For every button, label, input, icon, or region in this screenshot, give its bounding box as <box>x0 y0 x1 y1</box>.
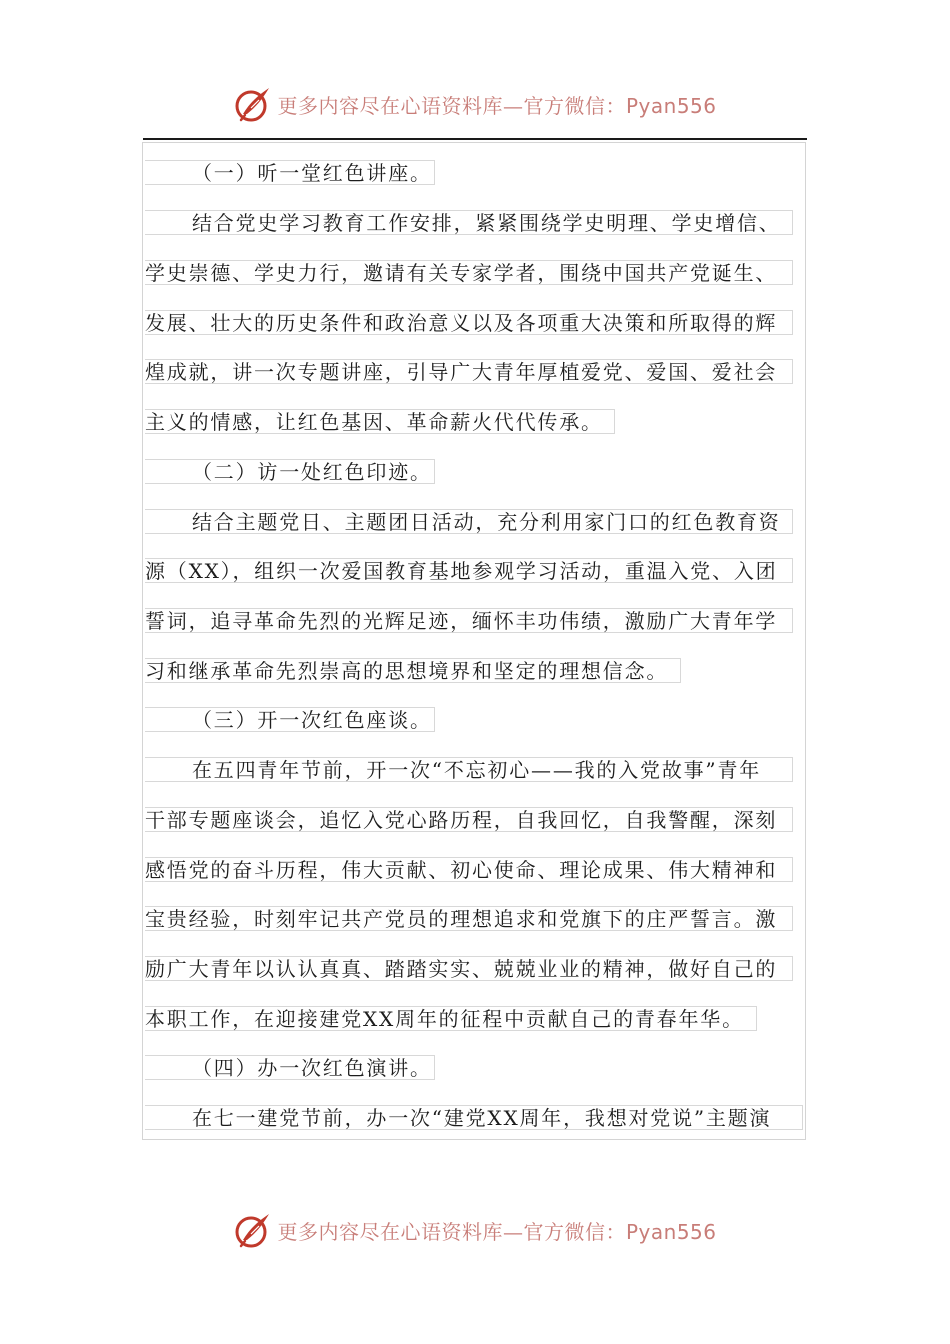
header-banner-text <box>277 90 716 119</box>
header-rule <box>143 138 807 140</box>
footer-banner-label: 更多内容尽在心语资料库—官方微信： <box>277 1219 626 1244</box>
section-heading-1: （一）听一堂红色讲座。 <box>145 160 435 185</box>
text-line: 干部专题座谈会，追忆入党心路历程，自我回忆，自我警醒，深刻 <box>145 807 793 832</box>
text-line: 感悟党的奋斗历程，伟大贡献、初心使命、理论成果、伟大精神和 <box>145 857 793 882</box>
text-line: 发展、壮大的历史条件和政治意义以及各项重大决策和所取得的辉 <box>145 310 793 335</box>
document-frame <box>142 142 806 1140</box>
text-line: 励广大青年以认认真真、踏踏实实、兢兢业业的精神，做好自己的 <box>145 956 793 981</box>
footer-wechat-id: Pyan556 <box>625 1219 717 1244</box>
section-heading-4: （四）办一次红色演讲。 <box>145 1055 435 1080</box>
text-line: 煌成就，讲一次专题讲座，引导广大青年厚植爱党、爱国、爱社会 <box>145 359 793 384</box>
text-line: 习和继承革命先烈崇高的思想境界和坚定的理想信念。 <box>145 658 681 683</box>
header-wechat-id: Pyan556 <box>625 93 717 118</box>
quill-logo-icon <box>233 84 273 124</box>
header-banner-label: 更多内容尽在心语资料库—官方微信： <box>277 93 626 118</box>
quill-logo-icon <box>233 1210 273 1250</box>
text-line: 结合主题党日、主题团日活动，充分利用家门口的红色教育资 <box>145 509 793 534</box>
section-heading-2: （二）访一处红色印迹。 <box>145 459 435 484</box>
text-line: 源（XX），组织一次爱国教育基地参观学习活动，重温入党、入团 <box>145 558 793 583</box>
text-line: 在七一建党节前，办一次“建党XX周年，我想对党说”主题演 <box>145 1105 803 1130</box>
footer-banner <box>0 1208 950 1252</box>
text-line: 在五四青年节前，开一次“不忘初心——我的入党故事”青年 <box>145 757 793 782</box>
text-line: 宝贵经验，时刻牢记共产党员的理想追求和党旗下的庄严誓言。激 <box>145 906 793 931</box>
section-heading-3: （三）开一次红色座谈。 <box>145 707 435 732</box>
text-line: 结合党史学习教育工作安排，紧紧围绕学史明理、学史增信、 <box>145 210 793 235</box>
text-line: 学史崇德、学史力行，邀请有关专家学者，围绕中国共产党诞生、 <box>145 260 793 285</box>
text-line: 主义的情感，让红色基因、革命薪火代代传承。 <box>145 409 615 434</box>
text-line: 誓词，追寻革命先烈的光辉足迹，缅怀丰功伟绩，激励广大青年学 <box>145 608 793 633</box>
text-line: 本职工作，在迎接建党XX周年的征程中贡献自己的青春年华。 <box>145 1006 757 1031</box>
footer-banner-text <box>277 1216 716 1245</box>
header-banner <box>0 82 950 126</box>
